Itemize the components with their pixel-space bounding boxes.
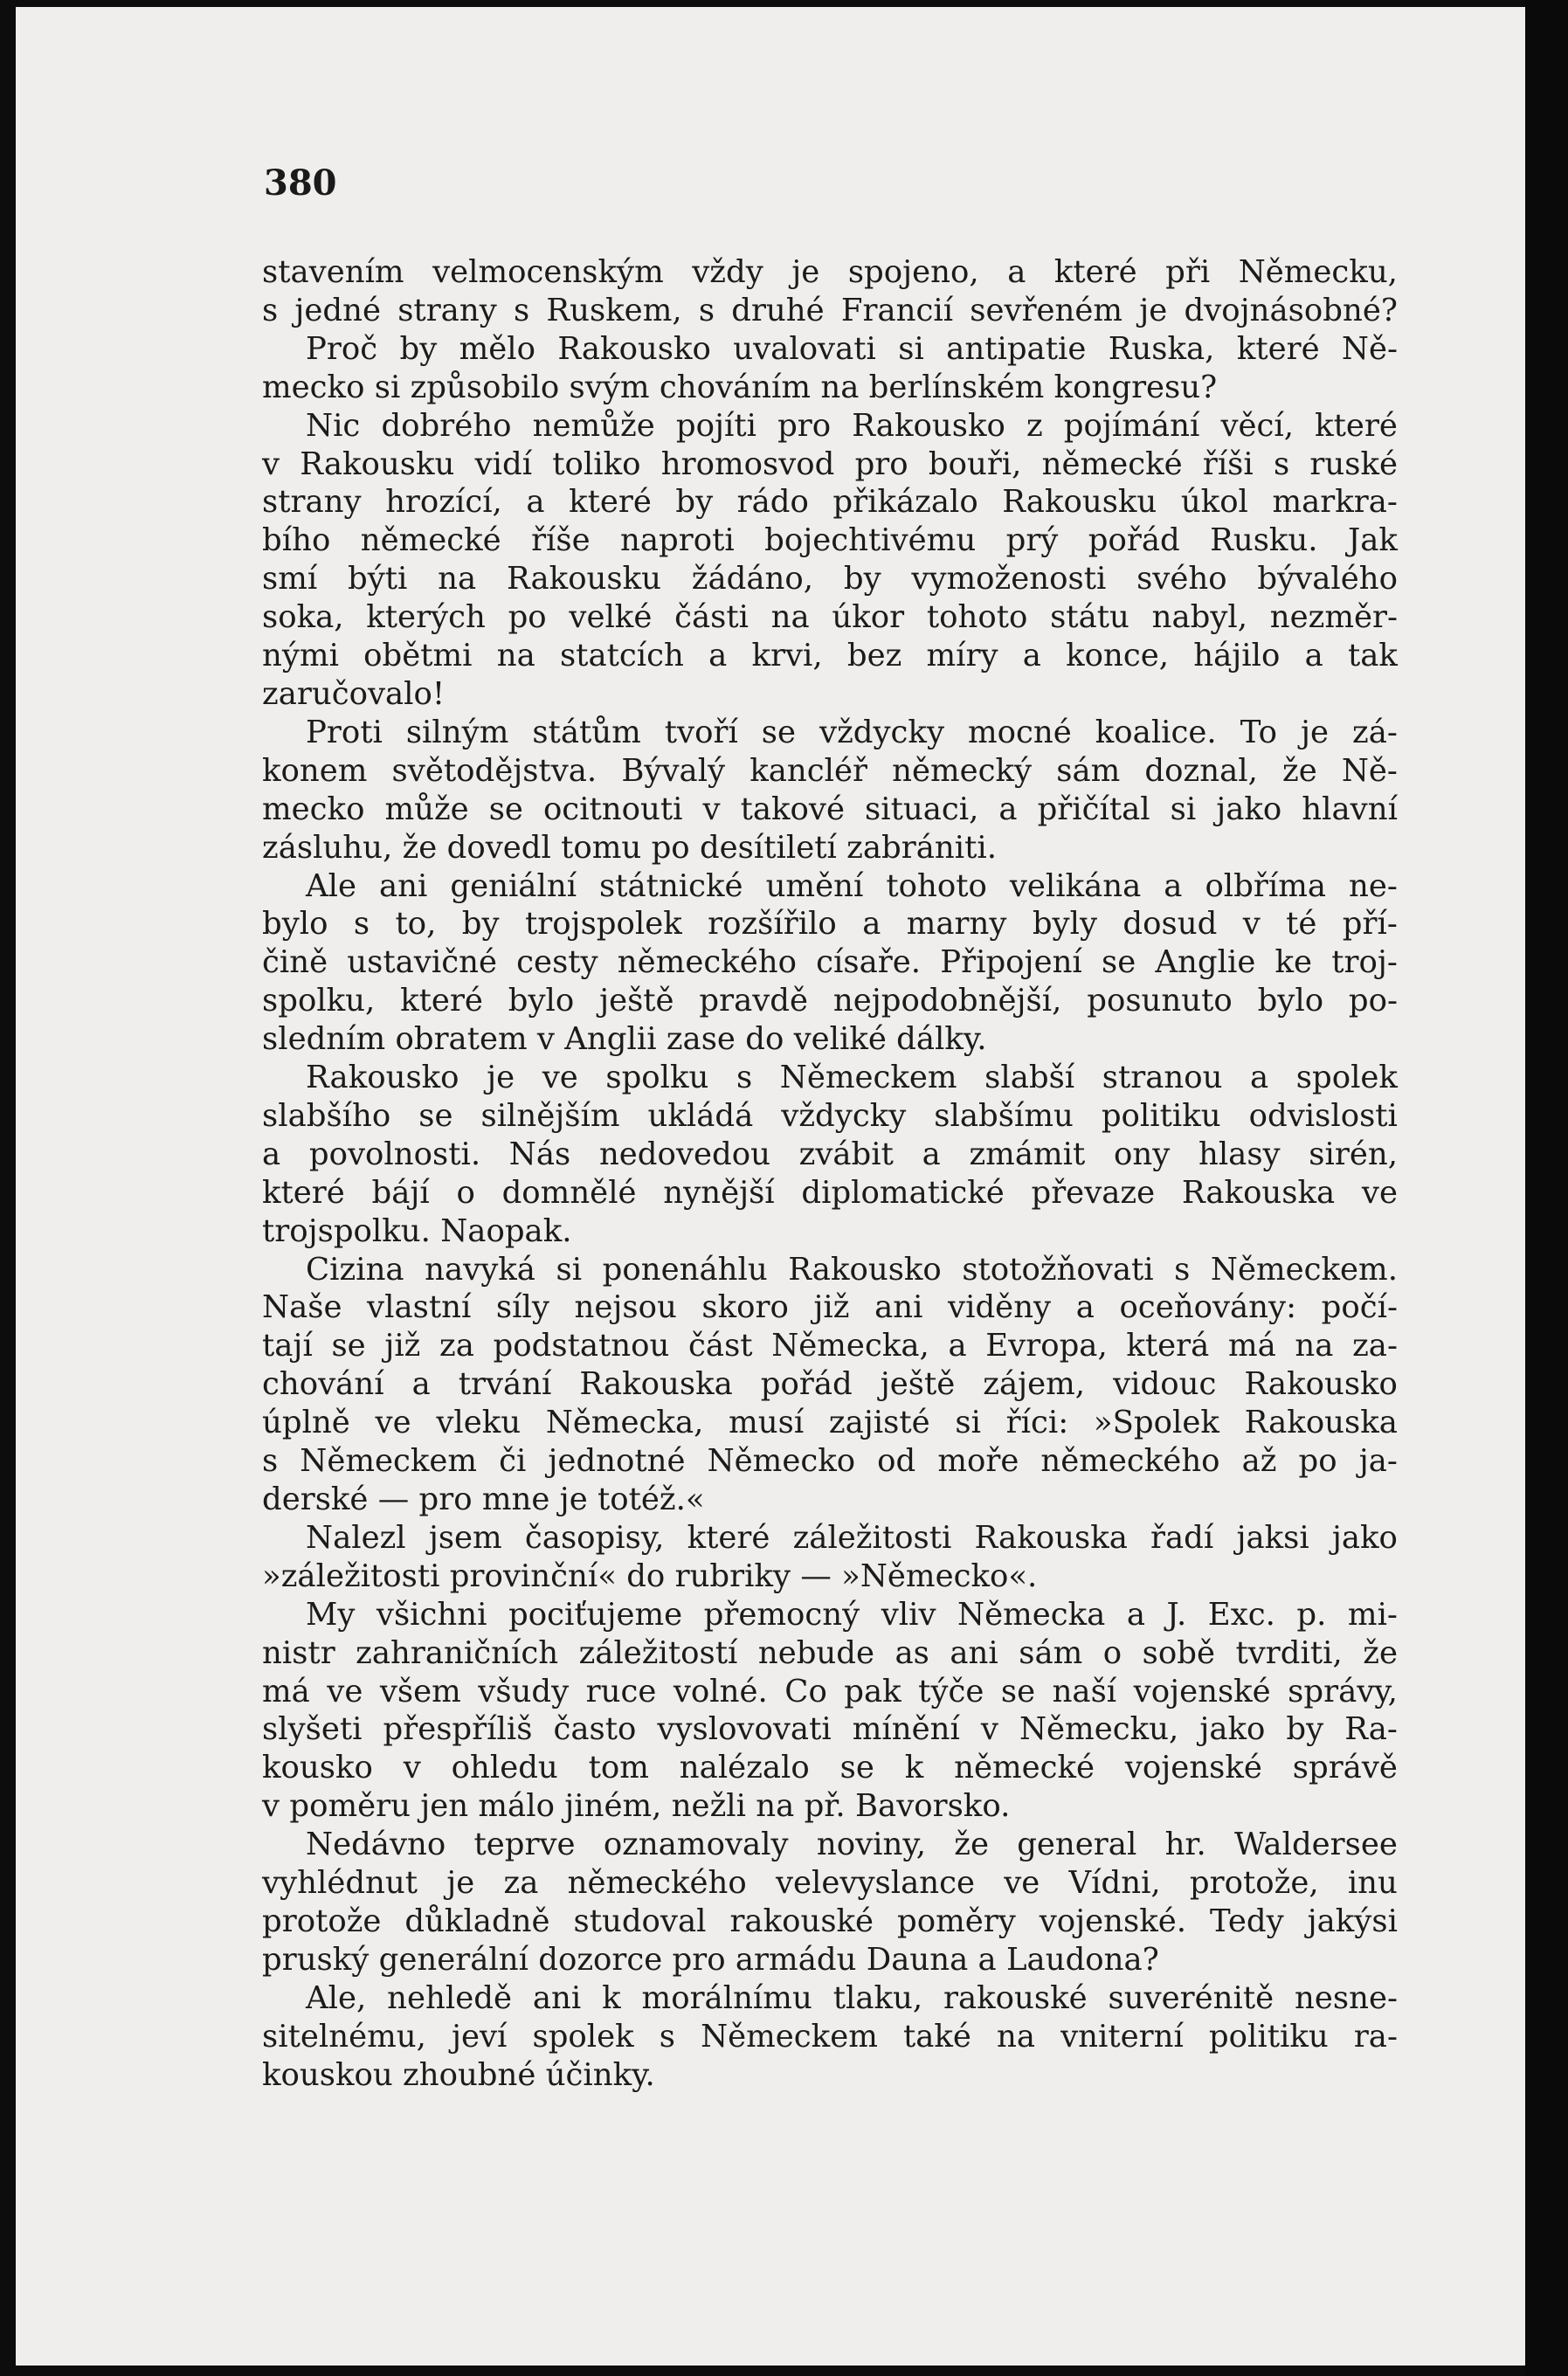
text-line: sledním obratem v Anglii zase do veliké dálky. [262, 1021, 987, 1058]
text-line: slabšího se silnějším ukládá vždycky slabšímu politiku odvislosti [262, 1097, 1398, 1134]
text-line: Ale, nehledě ani k morálnímu tlaku, rakouské suverénitě nesne- [306, 1979, 1398, 2016]
text-line: s jedné strany s Ruskem, s druhé Francií sevřeném je dvojnásobné? [262, 292, 1398, 328]
text-line: My všichni pociťujeme přemocný vliv Německa a J. Exc. p. mi- [306, 1596, 1398, 1633]
text-line: s Německem či jednotné Německo od moře německého až po ja- [262, 1443, 1398, 1480]
text-line: Cizina navyká si ponenáhlu Rakousko stotožňovati s Německem. [306, 1251, 1398, 1288]
text-line: protože důkladně studoval rakouské poměry vojenské. Tedy jakýsi [262, 1903, 1398, 1939]
text-line: mecko si způsobilo svým chováním na berlínském kongresu? [262, 369, 1218, 405]
text-line: kousko v ohledu tom nalézalo se k německé vojenské správě [262, 1750, 1398, 1786]
body-text [262, 253, 1398, 2095]
text-line: pruský generální dozorce pro armádu Dauna a Laudona? [262, 1941, 1159, 1978]
text-line: sitelnému, jeví spolek s Německem také na vniterní politiku ra- [262, 2018, 1398, 2055]
text-line: Proti silným státům tvoří se vždycky mocné koalice. To je zá- [306, 714, 1398, 750]
text-line: tají se již za podstatnou část Německa, a Evropa, která má na za- [262, 1328, 1398, 1364]
text-line: Ale ani geniální státnické umění tohoto velikána a olbříma ne- [306, 867, 1398, 904]
text-line: zaručovalo! [262, 675, 446, 712]
text-line: nistr zahraničních záležitostí nebude as ani sám o sobě tvrditi, že [262, 1634, 1398, 1671]
text-line: má ve všem všudy ruce volné. Co pak týče se naší vojenské správy, [262, 1673, 1398, 1709]
text-line: v Rakousku vidí toliko hromosvod pro bouři, německé říši s ruské [262, 446, 1398, 482]
text-line: slyšeti přespříliš často vyslovovati mínění v Německu, jako by Ra- [262, 1711, 1398, 1748]
text-line: v poměru jen málo jiném, nežli na př. Bavorsko. [262, 1788, 1011, 1825]
text-line: Nalezl jsem časopisy, které záležitosti Rakouska řadí jaksi jako [306, 1519, 1398, 1556]
text-line: bylo s to, by trojspolek rozšířilo a marny byly dosud v té pří- [262, 906, 1398, 943]
text-line: Naše vlastní síly nejsou skoro již ani viděny a oceňovány: počí- [262, 1289, 1398, 1326]
text-line: Nic dobrého nemůže pojíti pro Rakousko z pojímání věcí, které [306, 407, 1398, 444]
text-line: mecko může se ocitnouti v takové situaci, a přičítal si jako hlavní [262, 791, 1398, 827]
text-line: konem světodějstva. Bývalý kancléř německý sám doznal, že Ně- [262, 752, 1398, 789]
text-line: Nedávno teprve oznamovaly noviny, že general hr. Waldersee [306, 1827, 1398, 1863]
text-line: smí býti na Rakousku žádáno, by vymoženosti svého bývalého [262, 561, 1398, 597]
text-line: »záležitosti provinční« do rubriky — »Německo«. [262, 1558, 1038, 1594]
text-line: které bájí o domnělé nynější diplomatické převaze Rakouska ve [262, 1174, 1398, 1211]
text-line: derské — pro mne je totéž.« [262, 1482, 705, 1517]
text-line: trojspolku. Naopak. [262, 1212, 572, 1249]
text-line: vyhlédnut je za německého velevyslance ve Vídni, protože, inu [262, 1865, 1398, 1902]
text-line: spolku, které bylo ještě pravdě nejpodobnější, posunuto bylo po- [262, 983, 1398, 1019]
page-number: 380 [264, 162, 337, 204]
text-line: kouskou zhoubné účinky. [262, 2056, 655, 2093]
text-line: bího německé říše naproti bojechtivému prý pořád Rusku. Jak [262, 522, 1398, 559]
text-line: strany hrozící, a které by rádo přikázalo Rakousku úkol markra- [262, 484, 1398, 521]
scan-border [1525, 0, 1568, 2376]
text-line: chování a trvání Rakouska pořád ještě zájem, vidouc Rakousko [262, 1366, 1398, 1403]
text-line: nými obětmi na statcích a krvi, bez míry a konce, hájilo a tak [262, 638, 1398, 674]
text-line: Rakousko je ve spolku s Německem slabší stranou a spolek [306, 1060, 1398, 1096]
text-line: čině ustavičné cesty německého císaře. Připojení se Anglie ke troj- [262, 944, 1398, 981]
text-line: a povolnosti. Nás nedovedou zvábit a zmámit ony hlasy sirén, [262, 1136, 1398, 1172]
text-line: Proč by mělo Rakousko uvalovati si antipatie Ruska, které Ně- [306, 330, 1398, 367]
text-line: zásluhu, že dovedl tomu po desítiletí zabrániti. [262, 829, 997, 866]
text-line: soka, kterých po velké části na úkor tohoto státu nabyl, nezměr- [262, 599, 1398, 636]
text-line: stavením velmocenským vždy je spojeno, a které při Německu, [262, 254, 1398, 290]
text-line: úplně ve vleku Německa, musí zajisté si říci: »Spolek Rakouska [262, 1405, 1398, 1441]
